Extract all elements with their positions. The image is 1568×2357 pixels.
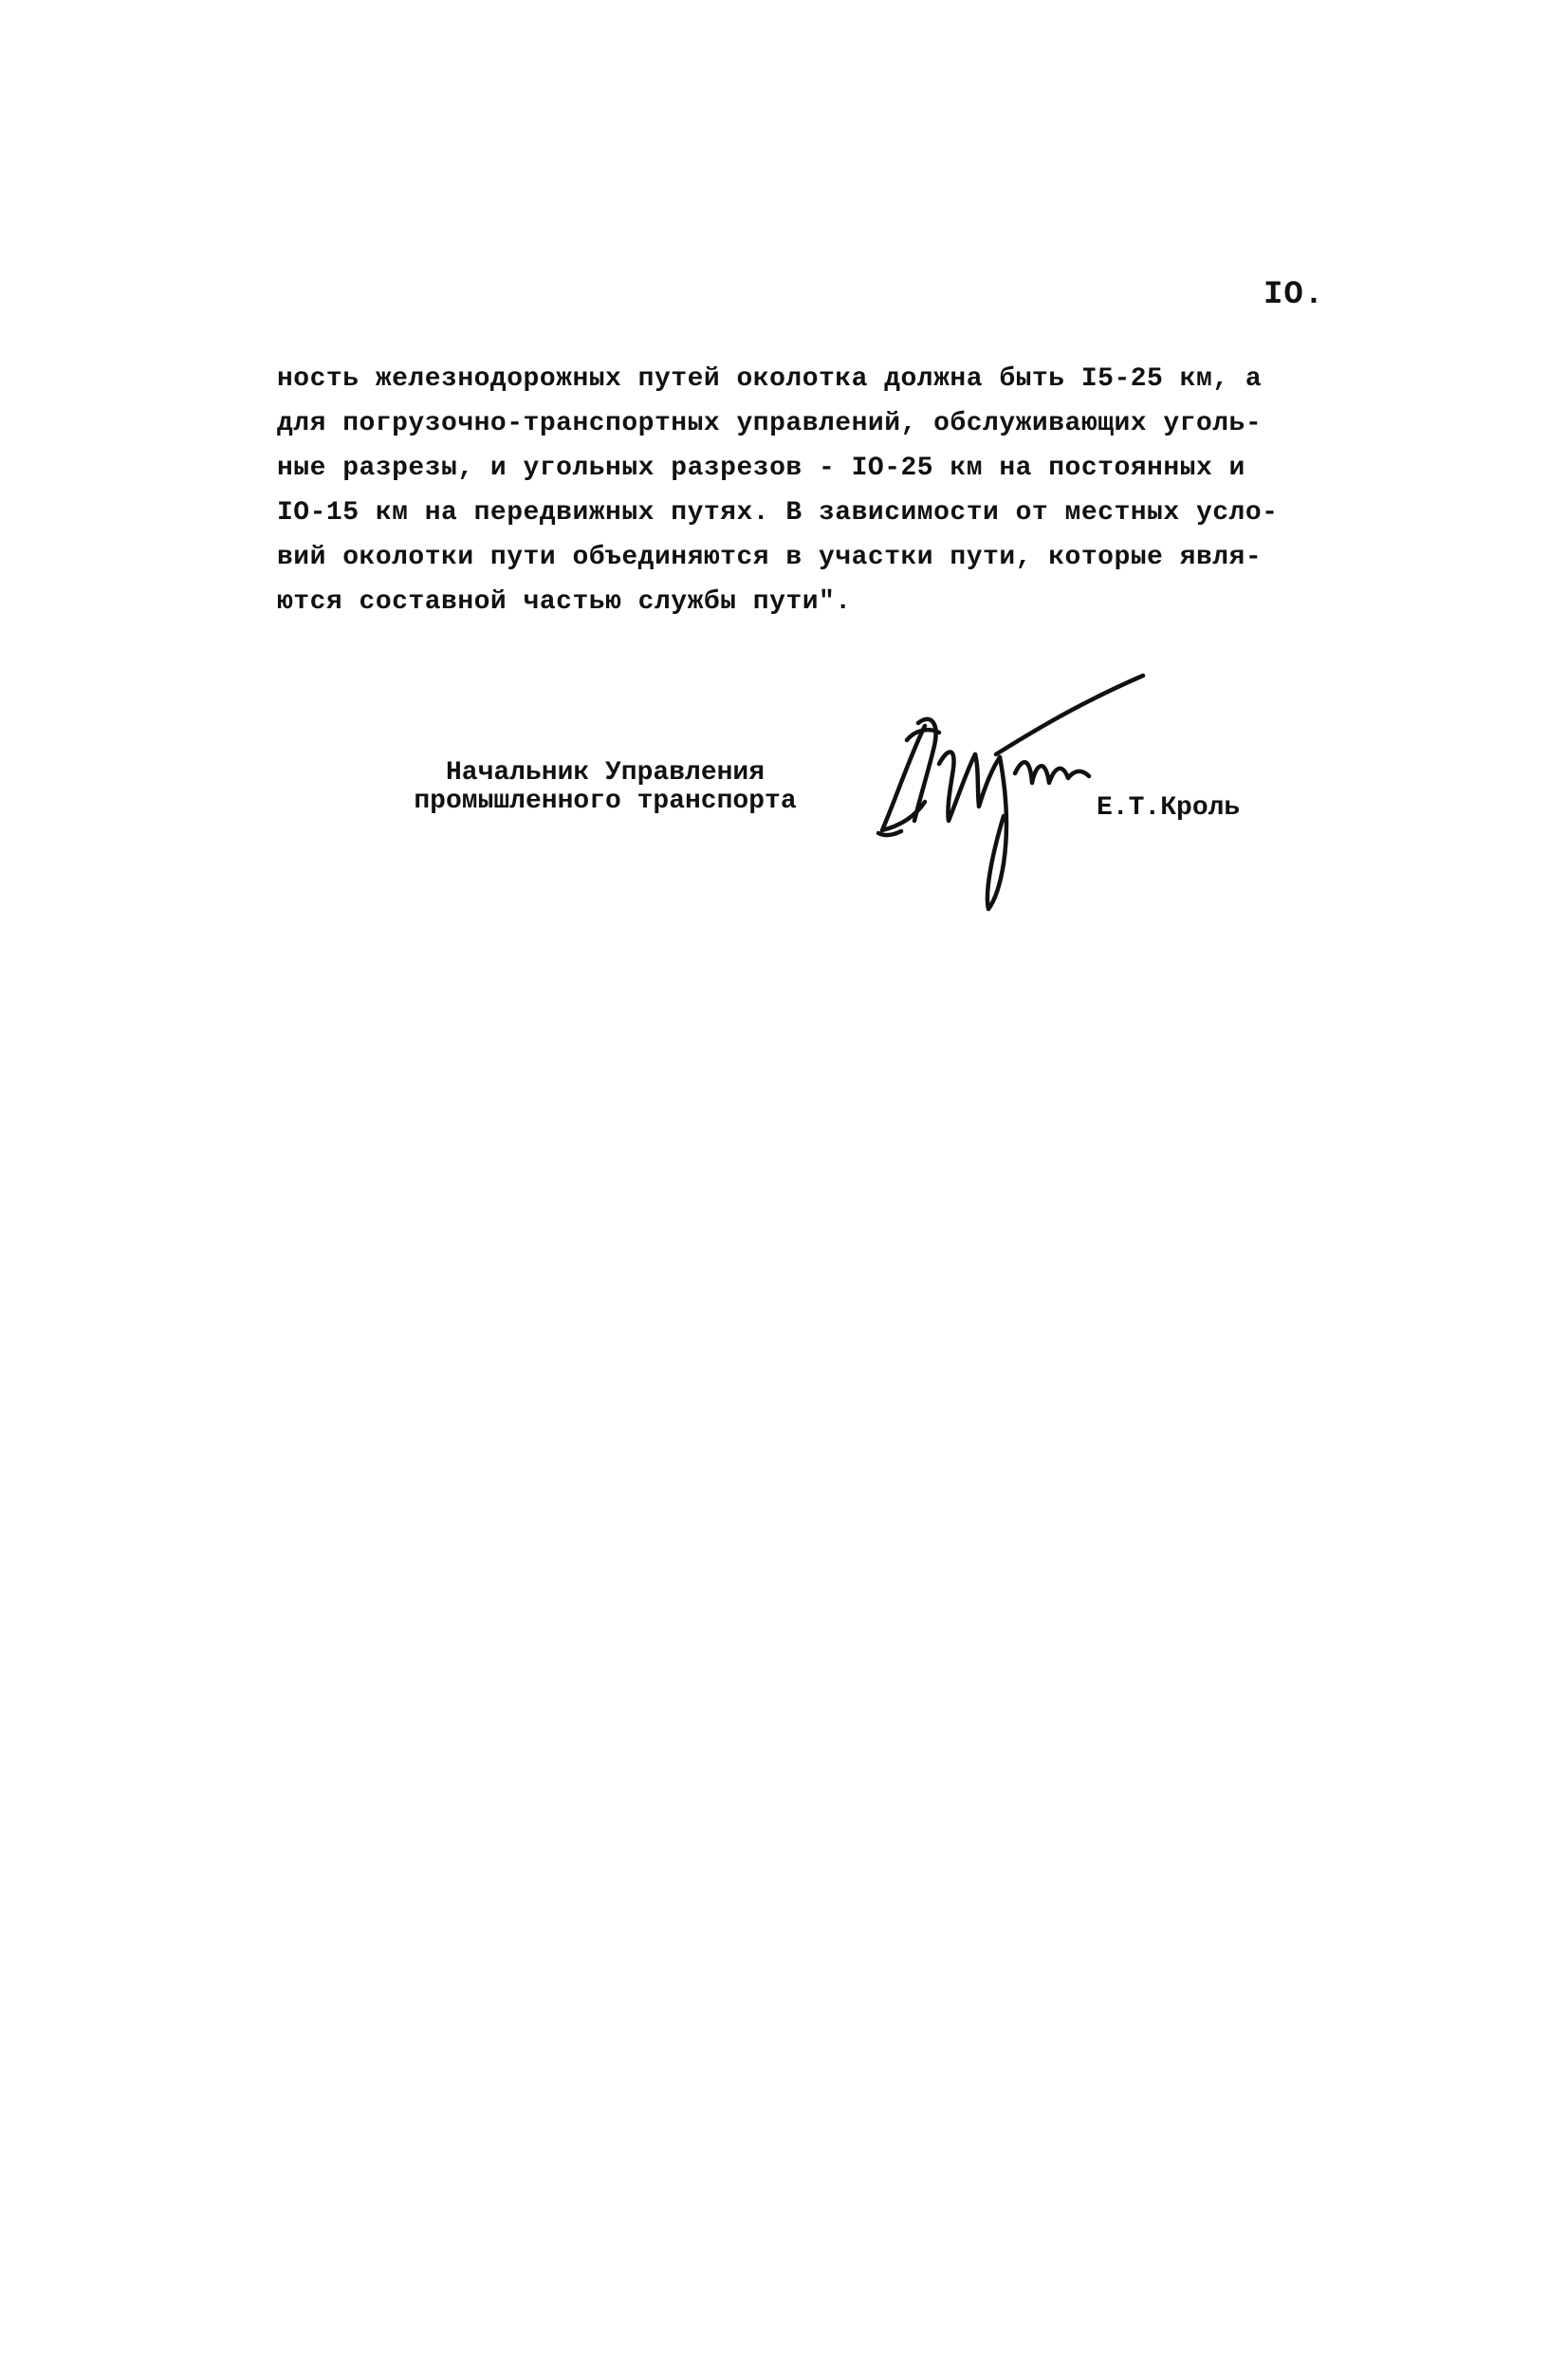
body-line: IO-15 км на передвижных путях. В зависимости от местных усло- [277,498,1279,528]
body-line: вий околотки пути объединяются в участки пути, которые явля- [277,543,1263,572]
body-line: ность железнодорожных путей околотка должна быть I5-25 км, а [277,364,1263,394]
signer-name: Е.Т.Кроль [1097,793,1241,823]
signatory-title-line: Начальник Управления [445,758,766,788]
signatory-title-line: промышленного транспорта [414,787,797,816]
body-line: ные разрезы, и угольных разрезов - IO-25 км на постоянных и [277,454,1245,483]
body-paragraph [277,357,1301,624]
body-line: для погрузочно-транспортных управлений, обслуживающих уголь- [277,409,1263,438]
page-number: IO. [1264,277,1325,313]
signatory-title [406,759,804,816]
handwritten-signature [873,664,1157,920]
body-line: ются составной частью службы пути". [277,587,852,617]
